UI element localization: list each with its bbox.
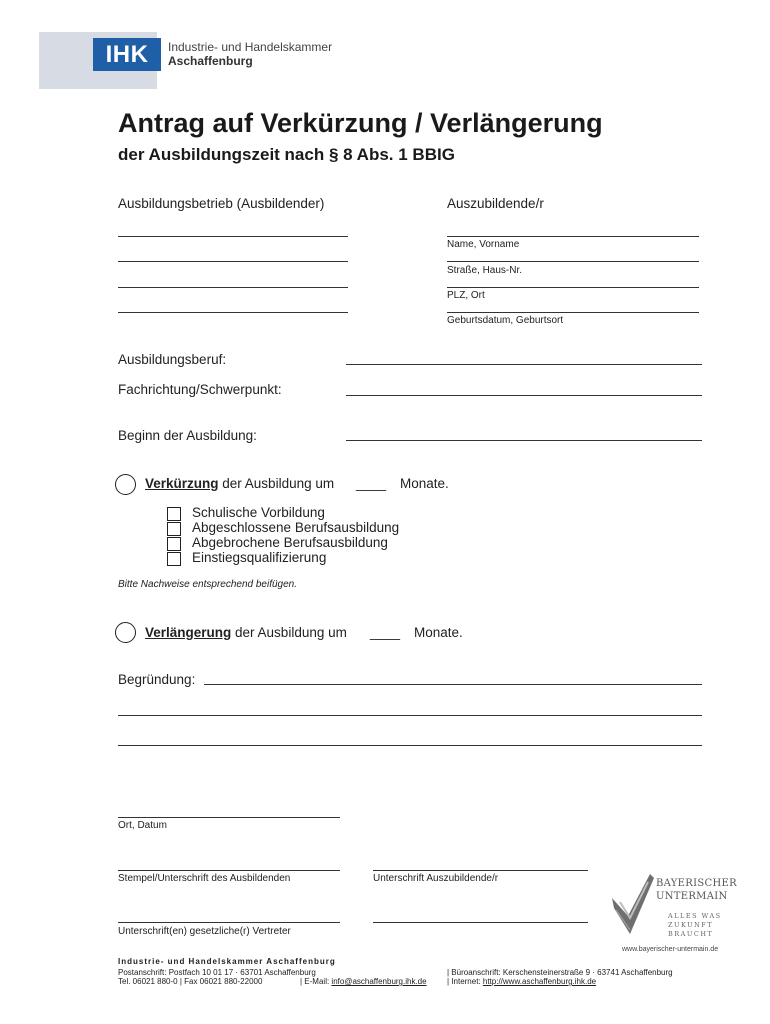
verkuerzung-radio[interactable] (115, 474, 136, 495)
verlaengerung-months-blank[interactable]: ____ (370, 625, 401, 640)
bayerischer-untermain-checkmark-icon (610, 868, 656, 938)
verkuerzung-text (145, 476, 334, 491)
ausbildender-signature-line[interactable] (118, 870, 340, 871)
ausbildender-signature-label: Stempel/Unterschrift des Ausbildenden (118, 873, 291, 884)
azubi-plz-label: PLZ, Ort (447, 290, 485, 301)
ausbildungsbetrieb-heading: Ausbildungsbetrieb (Ausbildender) (118, 196, 325, 211)
reason-schulische-vorbildung: Schulische Vorbildung (192, 505, 325, 520)
footer-internet-line (447, 977, 596, 986)
verkuerzung-months-blank[interactable]: ____ (356, 476, 387, 491)
verlaengerung-unit: Monate. (414, 625, 463, 640)
betrieb-line-2[interactable] (118, 261, 348, 262)
auszubildende-heading: Auszubildende/r (447, 196, 544, 211)
checkbox-abgebrochene-ausbildung[interactable] (167, 537, 181, 551)
page-title: Antrag auf Verkürzung / Verlängerung (118, 108, 603, 138)
beginn-line[interactable] (346, 440, 702, 441)
checkbox-einstiegsqualifizierung[interactable] (167, 552, 181, 566)
betrieb-line-4[interactable] (118, 312, 348, 313)
azubi-plz-line[interactable] (447, 287, 699, 288)
footer-email-prefix: | E-Mail: (300, 977, 332, 986)
footer-email-line (300, 977, 427, 986)
ort-datum-line[interactable] (118, 817, 340, 818)
badge-slogan1: ALLES WAS (668, 912, 722, 920)
page-subtitle: der Ausbildungszeit nach § 8 Abs. 1 BBIG (118, 145, 455, 164)
reason-einstiegsqualifizierung: Einstiegsqualifizierung (192, 550, 327, 565)
betrieb-line-3[interactable] (118, 287, 348, 288)
verkuerzung-unit: Monate. (400, 476, 449, 491)
ort-datum-label: Ort, Datum (118, 820, 167, 831)
footer-internet-prefix: | Internet: (447, 977, 483, 986)
nachweise-note: Bitte Nachweise entsprechend beifügen. (118, 579, 298, 590)
begruendung-line-1[interactable] (204, 684, 702, 685)
verlaengerung-rest: der Ausbildung um (231, 625, 347, 640)
badge-line2: UNTERMAIN (656, 891, 728, 902)
betrieb-line-1[interactable] (118, 236, 348, 237)
begruendung-line-3[interactable] (118, 745, 702, 746)
org-name-line2: Aschaffenburg (168, 54, 253, 68)
org-name-line1: Industrie- und Handelskammer (168, 40, 333, 54)
additional-signature-line[interactable] (373, 922, 588, 923)
azubi-geburt-line[interactable] (447, 312, 699, 313)
beginn-label: Beginn der Ausbildung: (118, 428, 257, 443)
ausbildungsberuf-line[interactable] (346, 364, 702, 365)
checkbox-schulische-vorbildung[interactable] (167, 507, 181, 521)
begruendung-line-2[interactable] (118, 715, 702, 716)
azubi-strasse-line[interactable] (447, 261, 699, 262)
fachrichtung-label: Fachrichtung/Schwerpunkt: (118, 382, 282, 397)
checkbox-abgeschlossene-ausbildung[interactable] (167, 522, 181, 536)
verlaengerung-radio[interactable] (115, 622, 136, 643)
ausbildungsberuf-label: Ausbildungsberuf: (118, 352, 227, 367)
vertreter-signature-line[interactable] (118, 922, 340, 923)
reason-abgebrochene-ausbildung: Abgebrochene Berufsausbildung (192, 535, 388, 550)
azubi-geburt-label: Geburtsdatum, Geburtsort (447, 315, 564, 326)
badge-slogan3: BRAUCHT (668, 930, 714, 938)
badge-slogan2: ZUKUNFT (668, 921, 714, 929)
verkuerzung-keyword: Verkürzung (145, 476, 219, 491)
badge-line1: BAYERISCHER (656, 878, 737, 889)
footer-postanschrift: Postanschrift: Postfach 10 01 17 · 63701 Aschaffenburg (118, 968, 316, 977)
footer-internet-link[interactable]: http://www.aschaffenburg.ihk.de (482, 977, 597, 986)
azubi-name-label: Name, Vorname (447, 239, 520, 250)
azubi-strasse-label: Straße, Haus-Nr. (447, 265, 523, 276)
azubi-signature-label: Unterschrift Auszubildende/r (373, 873, 499, 884)
azubi-signature-line[interactable] (373, 870, 588, 871)
footer-email-link[interactable]: info@aschaffenburg.ihk.de (331, 977, 427, 986)
azubi-name-line[interactable] (447, 236, 699, 237)
begruendung-label: Begründung: (118, 672, 196, 687)
footer-org: Industrie- und Handelskammer Aschaffenburg (118, 957, 336, 966)
ihk-logo: IHK (93, 38, 161, 71)
footer-tel: Tel. 06021 880-0 | Fax 06021 880-22000 (118, 977, 263, 986)
verkuerzung-rest: der Ausbildung um (218, 476, 335, 491)
vertreter-signature-label: Unterschrift(en) gesetzliche(r) Vertreter (118, 926, 291, 937)
verlaengerung-keyword: Verlängerung (145, 625, 232, 640)
reason-abgeschlossene-ausbildung: Abgeschlossene Berufsausbildung (192, 520, 400, 535)
fachrichtung-line[interactable] (346, 395, 702, 396)
badge-url[interactable]: www.bayerischer-untermain.de (622, 946, 719, 953)
verlaengerung-text (145, 625, 347, 640)
footer-buero: | Büroanschrift: Kerschensteinerstraße 9 · 63741 Aschaffenburg (447, 968, 673, 977)
